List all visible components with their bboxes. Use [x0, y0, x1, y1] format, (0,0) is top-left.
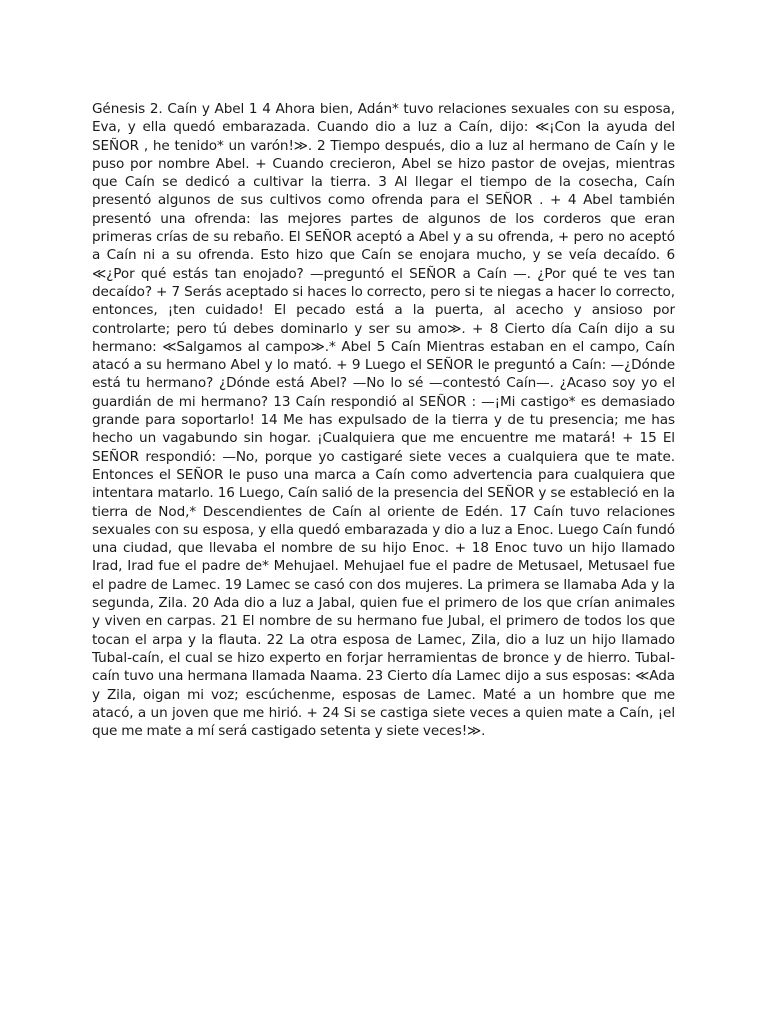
body-paragraph: Génesis 2. Caín y Abel 1 4 Ahora bien, Adán* tuvo relaciones sexuales con su esposa, Eva, y ella quedó embarazada. Cuando dio a luz a Caín, dijo: ≪¡Con la ayuda del SEÑOR , he tenido* un varón!≫. 2 Tiempo después, dio a luz al hermano de Caín y le puso por nombre Abel. + Cuando crecieron, Abel se hizo pastor de ovejas, mientras que Caín se dedicó a cultivar la tierra. 3 Al llegar el tiempo de la cosecha, Caín presentó algunos de sus cultivos como ofrenda para el SEÑOR . + 4 Abel también presentó una ofrenda: las mejores partes de algunos de los corderos que eran primeras crías de su rebaño. El SEÑOR aceptó a Abel y a su ofrenda, + pero no aceptó a Caín ni a su ofrenda. Esto hizo que Caín se enojara mucho, y se veía decaído. 6 ≪¿Por qué estás tan enojado? —preguntó el SEÑOR a Caín —. ¿Por qué te ves tan decaído? + 7 Serás aceptado si haces lo correcto, pero si te niegas a hacer lo correcto, entonces, ¡ten cuidado! El pecado está a la puerta, al acecho y ansioso por controlarte; pero tú debes dominarlo y ser su amo≫. + 8 Cierto día Caín dijo a su hermano: ≪Salgamos al campo≫.* Abel 5 Caín Mientras estaban en el campo, Caín atacó a su hermano Abel y lo mató. + 9 Luego el SEÑOR le preguntó a Caín: —¿Dónde está tu hermano? ¿Dónde está Abel? —No lo sé —contestó Caín—. ¿Acaso soy yo el guardián de mi hermano? 13 Caín respondió al SEÑOR : —¡Mi castigo* es demasiado grande para soportarlo! 14 Me has expulsado de la tierra y de tu presencia; me has hecho un vagabundo sin hogar. ¡Cualquiera que me encuentre me matará! + 15 El SEÑOR respondió: —No, porque yo castigaré siete veces a cualquiera que te mate. Entonces el SEÑOR le puso una marca a Caín como advertencia para cualquiera que intentara matarlo. 16 Luego, Caín salió de la presencia del SEÑOR y se estableció en la tierra de Nod,* Descendientes de Caín al oriente de Edén. 17 Caín tuvo relaciones sexuales con su esposa, y ella quedó embarazada y dio a luz a Enoc. Luego Caín fundó una ciudad, que llevaba el nombre de su hijo Enoc. + 18 Enoc tuvo un hijo llamado Irad, Irad fue el padre de* Mehujael. Mehujael fue el padre de Metusael, Metusael fue el padre de Lamec. 19 Lamec se casó con dos mujeres. La primera se llamaba Ada y la segunda, Zila. 20 Ada dio a luz a Jabal, quien fue el primero de los que crían animales y viven en carpas. 21 El nombre de su hermano fue Jubal, el primero de todos los que tocan el arpa y la flauta. 22 La otra esposa de Lamec, Zila, dio a luz un hijo llamado Tubal-caín, el cual se hizo experto en forjar herramientas de bronce y de hierro. Tubal-caín tuvo una hermana llamada Naama. 23 Cierto día Lamec dijo a sus esposas: ≪Ada y Zila, oigan mi voz; escúchenme, esposas de Lamec. Maté a un hombre que me atacó, a un joven que me hirió. + 24 Si se castiga siete veces a quien mate a Caín, ¡el que me mate a mí será castigado setenta y siete veces!≫. — [92, 101, 675, 740]
